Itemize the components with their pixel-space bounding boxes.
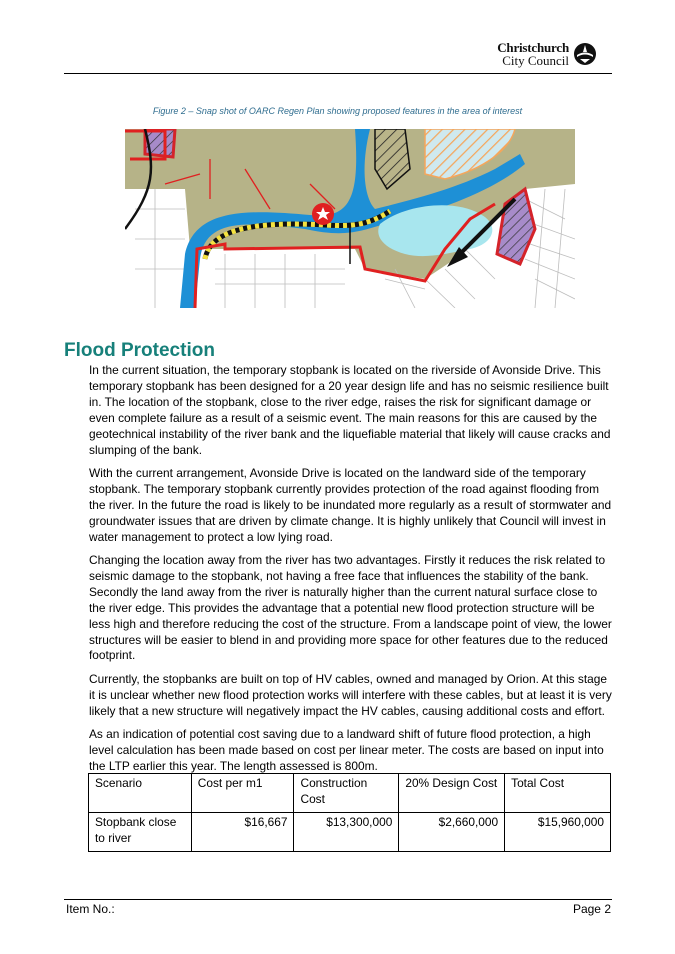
council-emblem-icon [573,42,597,66]
table-cell: $16,667 [191,813,294,852]
logo-text [497,41,569,67]
table-cell: $15,960,000 [505,813,611,852]
paragraph: With the current arrangement, Avonside Drive is located on the landward side of the temporary stopbank. The temporary stopbank currently provides protection of the road against flooding from the river. In the future the road is likely to be inundated more regularly as a result of stormwater and groundwater issues that are driven by climate change. It is highly unlikely that Council will invest in water management to protect a low lying road. [89,465,612,544]
regen-plan-map [125,129,575,308]
figure-caption: Figure 2 – Snap shot of OARC Regen Plan showing proposed features in the area of interest [152,106,523,116]
cost-table [88,773,611,852]
section-body [89,363,613,782]
paragraph: Currently, the stopbanks are built on top of HV cables, owned and managed by Orion. At this stage it is unclear whether new flood protection works will interfere with these cables, but at least it is very likely that a new structure will negatively impact the HV cables, causing additional costs and effort. [89,671,612,718]
header-rule [64,73,612,74]
table-header-cell: Total Cost [505,774,611,813]
table-cell: $2,660,000 [399,813,505,852]
paragraph: In the current situation, the temporary stopbank is located on the riverside of Avonside Drive. This temporary stopbank has been designed for a 20 year design life and has no seismic resilience built in. The location of the stopbank, close to the river edge, raises the risk for significant damage or even complete failure as a result of a seismic event. The main reasons for this are caused by the geotechnical instability of the river bank and the liquefiable material that likely will cause cracks and slumping of the bank. [89,363,611,457]
section-heading: Flood Protection [64,340,215,361]
table-header-cell: Construction Cost [294,774,399,813]
paragraph: As an indication of potential cost saving due to a landward shift of future flood protection, a high level calculation has been made based on cost per linear meter. The costs are based on input into the LTP earlier this year. The length assessed is 800m. [89,727,604,773]
logo-line-2: City Council [502,53,569,68]
table-row [89,813,611,852]
footer-page-number: Page 2 [572,902,611,916]
table-header-cell: 20% Design Cost [399,774,505,813]
council-logo [497,41,597,67]
paragraph: Changing the location away from the river has two advantages. Firstly it reduces the risk related to seismic damage to the stopbank, not having a free face that influences the stability of the bank. Secondly the land away from the river is naturally higher than the current natural surface close to the river edge. This provides the advantage that a potential new flood protection structure will be less high and therefore reducing the cost of the structure. From a landscape point of view, the lower structures will be easier to blend in and providing more space for other features due to the reduced footprint. [89,552,612,663]
footer-item-no: Item No.: [66,902,115,916]
table-cell: Stopbank close to river [89,813,192,852]
footer-rule [64,899,612,900]
table-header-row [89,774,611,813]
table-header-cell: Cost per m1 [191,774,294,813]
table-header-cell: Scenario [89,774,192,813]
logo-line-1: Christchurch [497,40,569,55]
table-cell: $13,300,000 [294,813,399,852]
map-graphic [125,129,575,308]
